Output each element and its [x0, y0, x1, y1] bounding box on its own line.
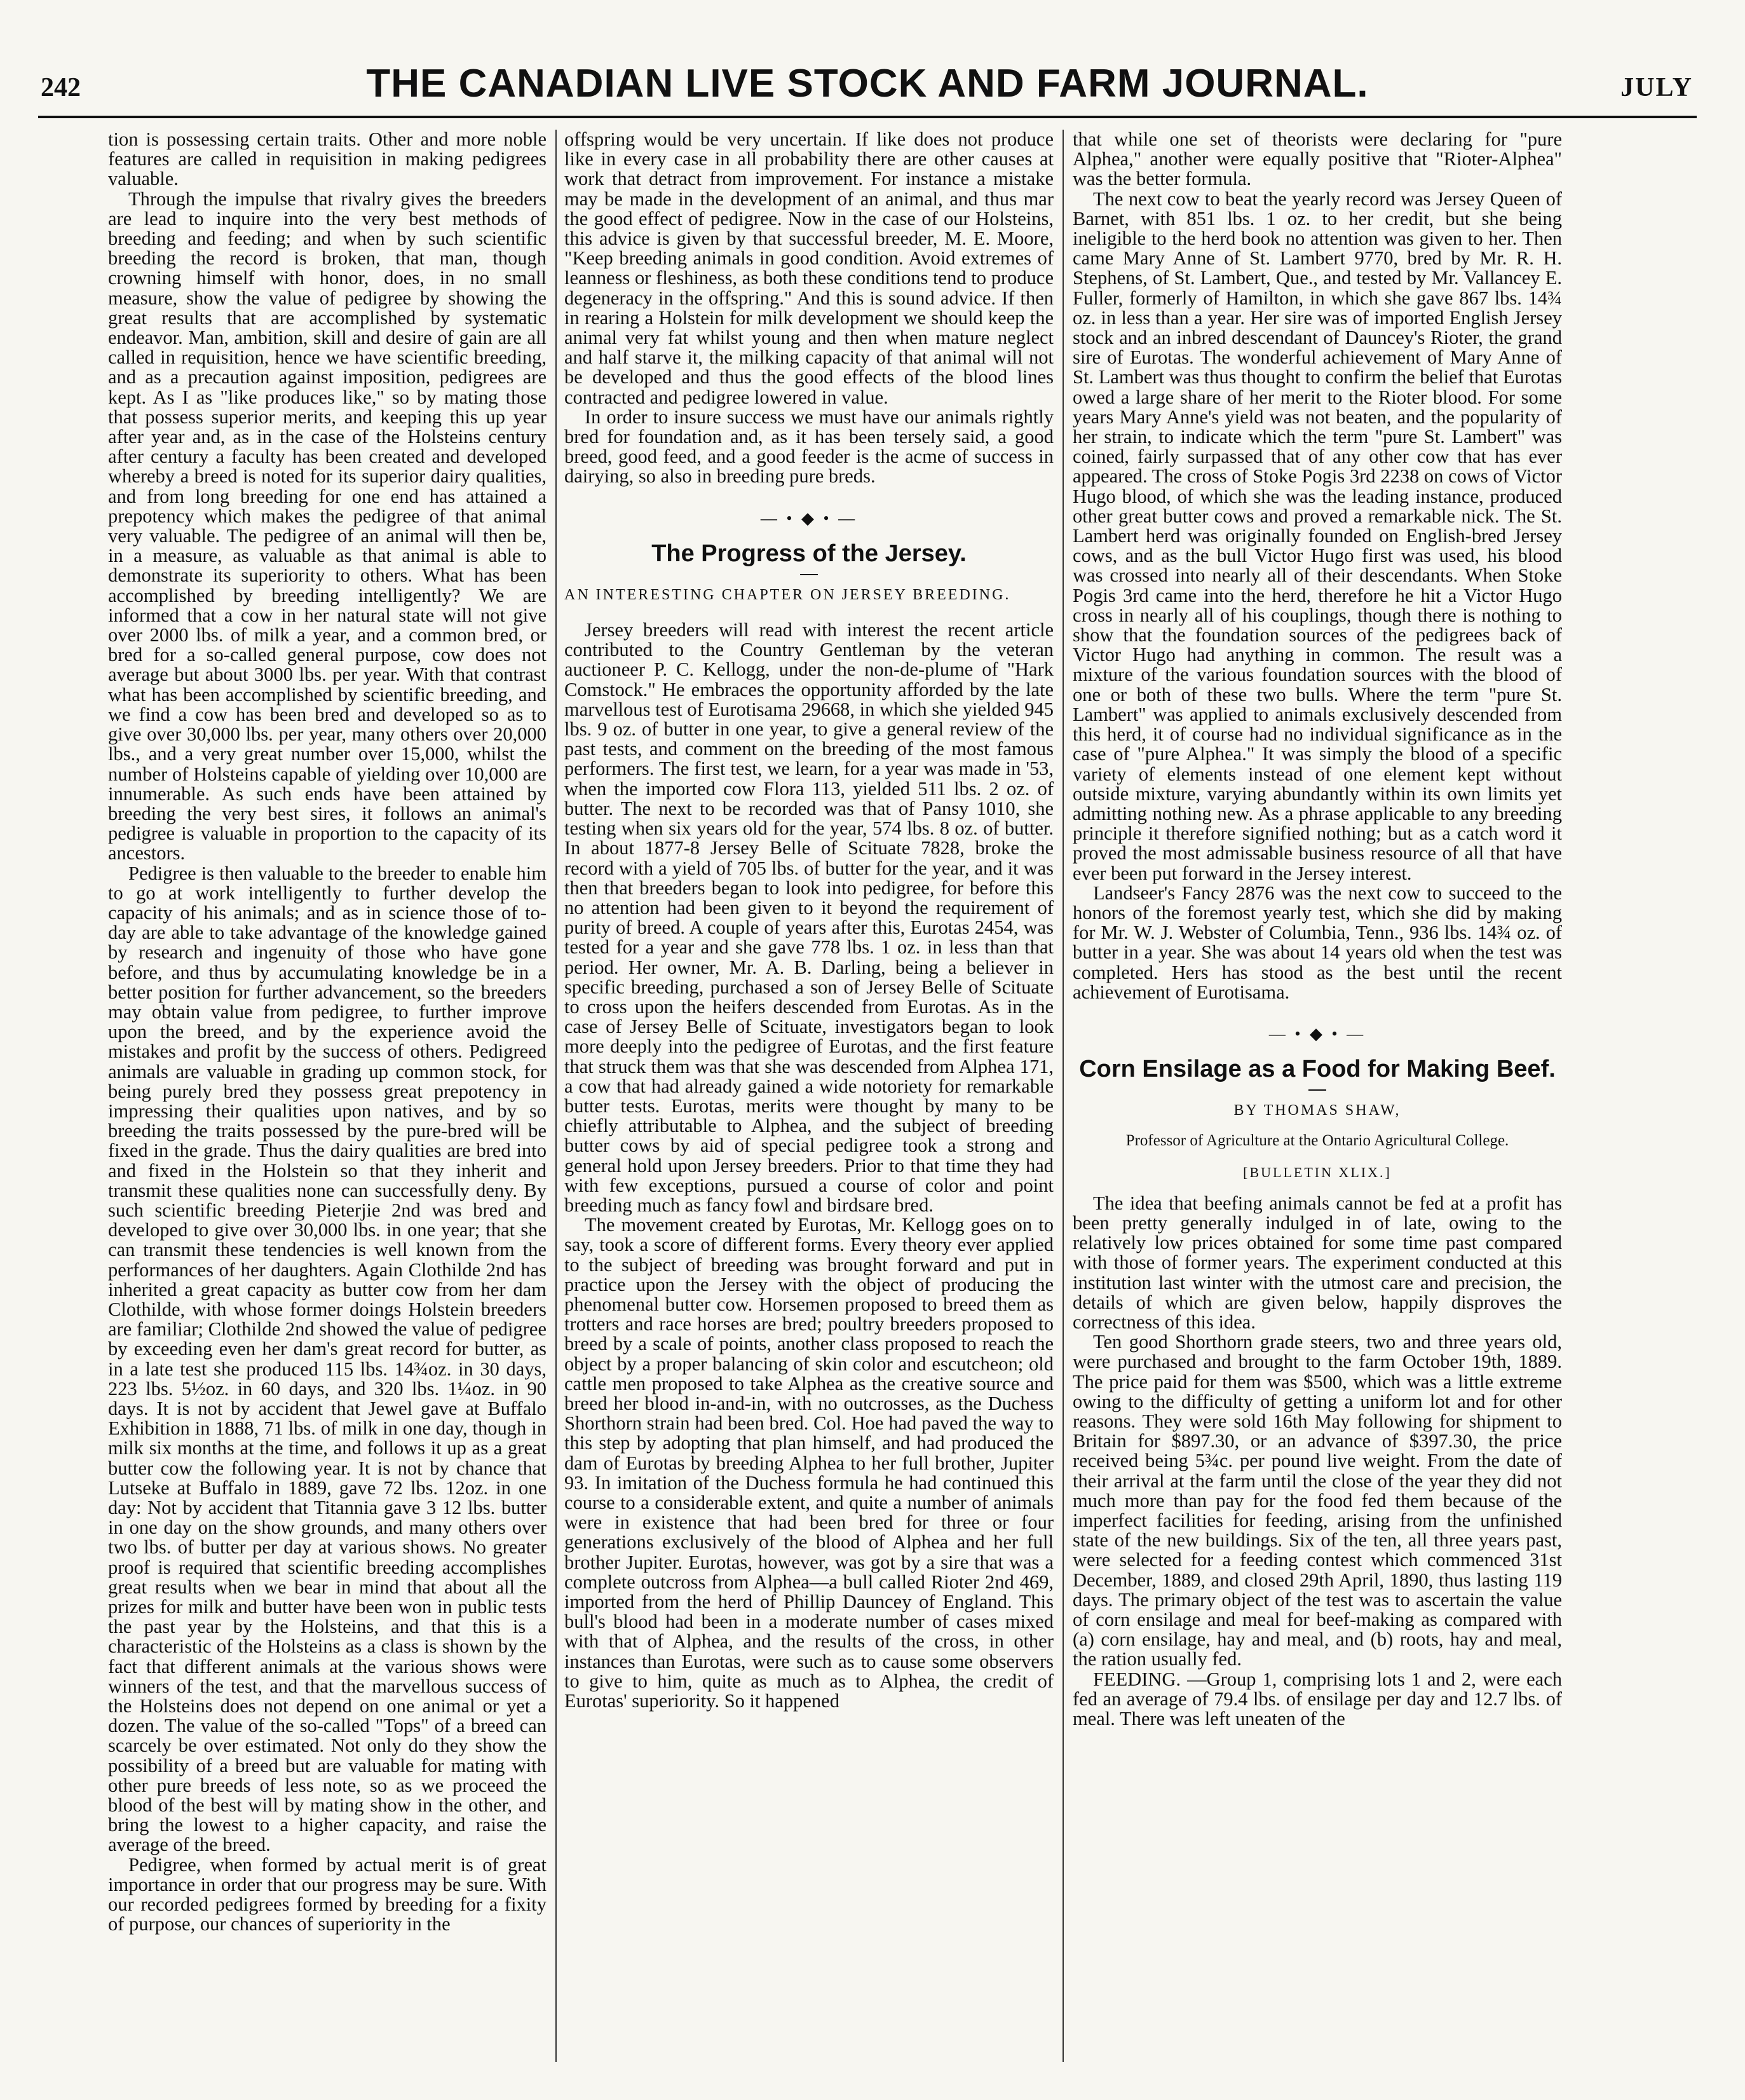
bulletin-number: [BULLETIN XLIX.]	[1243, 1164, 1392, 1180]
column-1	[108, 130, 547, 2062]
paragraph: that while one set of theorists were declaring for "pure Alphea," another were equally positive that "Rioter-Alphea" was the better formula.	[1073, 130, 1562, 190]
paragraph: Pedigree is then valuable to the breeder to enable him to go at work intelligently to further develop the capacity of his animals; and as in science those of to-day are able to take advantage of the knowledge gained by research and ingenuity of those who have gone before, and thus by accumulating knowledge be in a better position for further advancement, so the breeders may obtain value from pedigree, to further improve upon the breed, and by the experience avoid the mistakes and profit by the success of others. Pedigreed animals are valuable in grading up common stock, for being purely bred they possess great prepotency in impressing their qualities upon natives, and by so breeding the traits possessed by the pure-bred will be fixed in the grade. Thus the dairy qualities are bred into and fixed in the Holstein so that they inherit and transmit these qualities none can successfully deny. By such scientific breeding Pieterjie 2nd was bred and developed to give over 30,000 lbs. in one year; that she can transmit these tendencies is well known from the performances of her daughters. Again Clothilde 2nd has inherited a great capacity as butter cow from her dam Clothilde, with whose former doings Holstein breeders are familiar; Clothilde 2nd showed the value of pedigree by exceeding even her dam's great record for butter, as in a late test she produced 115 lbs. 14¾oz. in 30 days, 223 lbs. 5½oz. in 60 days, and 320 lbs. 1¼oz. in 90 days. It is not by accident that Jewel gave at Buffalo Exhibition in 1888, 71 lbs. of milk in one day, though in milk six months at the time, and follows it up as a great butter cow the following year. It is not by chance that Lutseke at Buffalo in 1889, gave 72 lbs. 12oz. in one day: Not by accident that Titannia gave 3 12 lbs. butter in one day on the show grounds, and many others over two lbs. of butter per day at various shows. No greater proof is required that scientific breeding accomplishes great results when we bear in mind that about all the prizes for milk and butter have been won in public tests the past year by the Holsteins, and that this is a characteristic of the Holsteins as a class is shown by the fact that different animals at the various shows were winners of the test, and that the marvellous success of the Holsteins does not depend on one animal or yet a dozen. The value of the so-called "Tops" of a breed can scarcely be over estimated. Not only do they show the possibility of a breed but are valuable for mating with other pure breeds of less note, so as we proceed the blood of the best will by mating show in the other, and bring the lowest to a higher capacity, and raise the average of the breed.	[108, 862, 547, 1856]
paragraph: Landseer's Fancy 2876 was the next cow to succeed to the honors of the foremost yearly test, which she did by making for Mr. W. J. Webster of Columbia, Tenn., 936 lbs. 14¾ oz. of butter in a year. She was about 14 years old when the test was completed. Hers has stood as the best until the recent achievement of Eurotisama.	[1073, 882, 1562, 1003]
article-title: The Progress of the Jersey.	[651, 540, 967, 567]
paragraph: FEEDING. —Group 1, comprising lots 1 and 2, were each fed an average of 79.4 lbs. of ensilage per day and 12.7 lbs. of meal. There was left uneaten of the	[1073, 1668, 1562, 1730]
column-divider	[1063, 130, 1064, 2062]
paragraph: The idea that beefing animals cannot be fed at a profit has been pretty generally indulged in of late, owing to the relatively low prices obtained for some time past compared with those of former years. The experiment conducted at this institution last winter with the utmost care and precision, the details of which are given below, happily disproves the correctness of this idea.	[1073, 1192, 1562, 1333]
author-affiliation: Professor of Agriculture at the Ontario Agricultural College.	[1125, 1132, 1509, 1150]
column-divider	[555, 130, 557, 2062]
page-header	[38, 56, 1697, 113]
paragraph: In order to insure success we must have our animals rightly bred for foundation and, as it has been tersely said, a good breed, good feed, and a good feeder is the acme of success in dairying, so also in breeding pure breds.	[564, 406, 1054, 488]
paragraph: tion is possessing certain traits. Other and more noble features are called in requisition in making pedigrees valuable.	[108, 130, 547, 190]
title-dash	[1308, 1089, 1326, 1091]
paragraph: offspring would be very uncertain. If like does not produce like in every case in all probability there are other causes at work that detract from improvement. For instance a mistake may be made in the development of an animal, and thus mar the good effect of pedigree. Now in the case of our Holsteins, this advice is given by that successful breeder, M. E. Moore, "Keep breeding animals in good condition. Avoid extremes of leanness or fleshiness, as both these conditions tend to produce degeneracy in the offspring." And this is sound advice. If then in rearing a Holstein for milk development we should keep the animal very fat whilst young and then when mature neglect and half starve it, the milking capacity of that animal will not be developed and thus the good effects of the blood lines contracted and pedigree lowered in value.	[564, 130, 1054, 408]
margin-marks	[4, 572, 23, 2059]
paragraph: Pedigree, when formed by actual merit is of great importance in order that our progress may be sure. With our recorded pedigrees formed by breeding for a fixity of purpose, our chances of superiority in the	[108, 1853, 547, 1935]
column-3	[1073, 130, 1562, 2062]
paragraph: Jersey breeders will read with interest the recent article contributed to the Country Gentleman by the veteran auctioneer P. C. Kellogg, under the non-de-plume of "Hark Comstock." He embraces the opportunity afforded by the late marvellous test of Eurotisama 29668, in which she yielded 945 lbs. 9 oz. of butter in one year, to give a general review of the past tests, and comment on the breeding of the most famous performers. The first test, we learn, for a year was made in '53, when the imported cow Flora 113, yielded 511 lbs. 2 oz. of butter. The next to be recorded was that of Pansy 1010, she testing when six years old for the year, 574 lbs. 8 oz. of butter. In about 1877-8 Jersey Belle of Scituate 7828, broke the record with a yield of 705 lbs. of butter for the year, and it was then that breeders began to look into pedigree, for before this no attention had been given to it beyond the requirement of purity of breed. A couple of years after this, Eurotas 2454, was tested for a year and she gave 778 lbs. 1 oz. in less than that period. Her owner, Mr. A. B. Darling, being a believer in specific breeding, purchased a son of Jersey Belle of Scituate to cross upon the heifers descended from Eurotas. As in the case of Jersey Belle of Scituate, investigators began to look more deeply into the pedigree of Eurotas, and the first feature that struck them was that she was descended from Alphea 171, a cow that had already gained a wide notoriety for remarkable butter tests. Eurotas, merits were thought by many to be chiefly attributable to Alphea, and the subject of breeding butter cows by aid of special pedigree took a strong and general hold upon Jersey breeders. Prior to that time they had with few exceptions, pursued a course of color and point breeding much as fancy fowl and birdsare bred.	[564, 619, 1054, 1216]
title-dash	[800, 574, 818, 575]
article-byline: BY THOMAS SHAW,	[1233, 1102, 1401, 1119]
paragraph: The movement created by Eurotas, Mr. Kellogg goes on to say, took a score of different forms. Every theory ever applied to the subject of breeding was brought forward and put in practice upon the Jersey with the object of producing the phenomenal butter cow. Horsemen proposed to breed them as trotters and race horses are bred; poultry breeders proposed to breed by a scale of points, another class proposed to reach the object by a proper balancing of skin color and escutcheon; old cattle men proposed to take Alphea as the creative source and breed her blood in-and-in, with no outcrosses, as the Duchess Shorthorn strain had been bred. Col. Hoe had paved the way to this step by adopting that plan himself, and had produced the dam of Eurotas by breeding Alphea to her full brother, Jupiter 93. In imitation of the Duchess formula he had continued this course to a considerable extent, and quite a number of animals were in existence that had been bred for three or four generations exclusively of the blood of Alphea and her full brother Jupiter. Eurotas, however, was got by a sire that was a complete outcross from Alphea—a bull called Rioter 2nd 469, imported from the herd of Phillip Dauncey of England. This bull's blood had been in a moderate number of cases mixed with that of Alphea, and the results of the cross, in other instances than Eurotas, were such as to cause some observers to give to him, quite as much as to Alphea, the credit of Eurotas' superiority. So it happened	[564, 1214, 1054, 1712]
column-2	[564, 130, 1054, 2062]
section-separator: — • ◆ • —	[760, 508, 858, 528]
paragraph: Through the impulse that rivalry gives the breeders are lead to inquire into the very best methods of breeding and feeding; and when by such scientific breeding the record is broken, that man, though crowning himself with honor, does, in no small measure, show the value of pedigree by showing the great results that are accomplished by systematic endeavor. Man, ambition, skill and desire of gain are all called in requisition, hence we have scientific breeding, and as a precaution against imposition, pedigrees are kept. As I as "like produces like," so by mating those that possess superior merits, and keeping this up year after year and, as in the case of the Holsteins century after century a faculty has been created and developed whereby a breed is noted for its superior dairy qualities, and from long breeding for one end has attained a prepotency which makes the pedigree of that animal very valuable. The pedigree of an animal will then be, in a measure, as valuable as that animal is able to demonstrate its superiority to others. What has been accomplished by breeding intelligently? We are informed that a cow in her natural state will not give over 2000 lbs. of milk a year, and a common bred, or bred for a so-called general purpose, cow does not average but about 3000 lbs. per year. With that contrast what has been accomplished by scientific breeding, and we find a cow has been bred and developed so as to give over 30,000 lbs. per year, many others over 20,000 lbs., and a very great number over 15,000, whilst the number of Holsteins capable of yielding over 10,000 are innumerable. As such ends have been attained by breeding the very best sires, it follows an animal's pedigree is valuable in proportion to the capacity of its ancestors.	[108, 188, 547, 864]
issue-month: JULY	[1620, 73, 1693, 102]
journal-title: THE CANADIAN LIVE STOCK AND FARM JOURNAL.	[366, 62, 1369, 106]
article-subhead: AN INTERESTING CHAPTER ON JERSEY BREEDING.	[564, 586, 1011, 603]
paragraph: The next cow to beat the yearly record was Jersey Queen of Barnet, with 851 lbs. 1 oz. to her credit, but she being ineligible to the herd book no attention was given to her. Then came Mary Anne of St. Lambert 9770, bred by Mr. R. H. Stephens, of St. Lambert, Que., and tested by Mr. Vallancey E. Fuller, formerly of Hamilton, in which she gave 867 lbs. 14¾ oz. in less than a year. Her sire was of imported English Jersey stock and an inbred descendant of Dauncey's Rioter, the grand sire of Eurotas. The wonderful achievement of Mary Anne of St. Lambert was thus thought to confirm the belief that Eurotas owed a large share of her merit to the Rioter blood. For some years Mary Anne's yield was not beaten, and the popularity of her strain, to indicate which the term "pure St. Lambert" was coined, fairly surpassed that of any other cow that has ever appeared. The cross of Stoke Pogis 3rd 2238 on cows of Victor Hugo blood, of which she was the leading instance, produced other great butter cows and proved a remarkable nick. The St. Lambert herd was originally founded on English-bred Jersey cows, and as the bull Victor Hugo first was used, his blood was crossed into nearly all of their descendants. When Stoke Pogis 3rd came into the herd, therefore he hit a Victor Hugo cross in nearly all of his couplings, though there is nothing to show that the foundation sources of the pedigrees back of Victor Hugo had anything in common. The result was a mixture of the various foundation sources with the blood of one or both of these two bulls. Where the term "pure St. Lambert" was applied to animals exclusively descended from this herd, it of course had no individual significance as in the case of "pure Alphea." It was simply the blood of a specific variety of elements instead of one element kept without outside mixture, varying abundantly within its own limits yet admitting nothing new. As a phrase applicable to any breeding principle it therefore signified nothing; but as a catch word it proved the most admissable business resource of all that have ever been put forward in the Jersey interest.	[1073, 188, 1562, 884]
article-title: Corn Ensilage as a Food for Making Beef.	[1079, 1056, 1556, 1083]
paragraph: Ten good Shorthorn grade steers, two and three years old, were purchased and brought to the farm October 19th, 1889. The price paid for them was $500, which was a little extreme owing to the difficulty of getting a uniform lot and for other reasons. They were sold 16th May following for shipment to Britain for $897.30, or an advance of $397.30, the price received being 5¾c. per pound live weight. From the date of their arrival at the farm until the close of the year they did not much more than pay for the food fed them because of the imperfect facilities for feeding, arising from the unfinished state of the new buildings. Six of the ten, all three years past, were selected for a feeding contest which commenced 31st December, 1889, and closed 29th April, 1890, thus lasting 119 days. The primary object of the test was to ascertain the value of corn ensilage and meal for beef-making as compared with (a) corn ensilage, hay and meal, and (b) roots, hay and meal, the ration usually fed.	[1073, 1331, 1562, 1670]
page-number: 242	[41, 73, 81, 102]
header-rule	[38, 116, 1697, 118]
section-separator: — • ◆ • —	[1268, 1024, 1366, 1043]
